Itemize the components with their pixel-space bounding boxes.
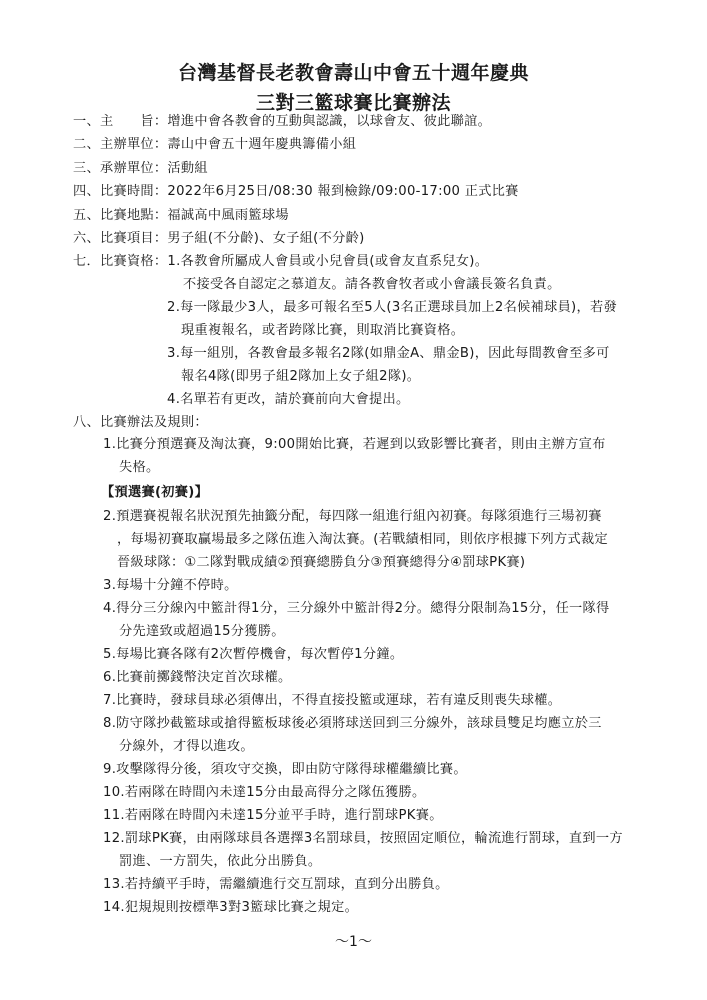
rule-line: 1.比賽分預選賽及淘汰賽，9:00開始比賽，若遲到以致影響比賽者，則由主辦方宣布 <box>103 437 606 452</box>
rule-line: 4.得分三分線內中籃計得1分，三分線外中籃計得2分。總得分限制為15分，任一隊得 <box>103 601 610 616</box>
rule-line: 失格。 <box>119 460 160 475</box>
item-organizer <box>73 136 356 154</box>
eligibility-line: 3.每一組別，各教會最多報名2隊(如鼎金A、鼎金B)，因此每間教會至多可 <box>167 346 610 361</box>
rule-line: ，每場初賽取贏場最多之隊伍進入淘汰賽。(若戰績相同，則依序根據下列方式裁定 <box>117 532 608 547</box>
item-text: 活動組 <box>167 161 208 176</box>
rule-line: 9.攻擊隊得分後，須攻守交換，即由防守隊得球權繼續比賽。 <box>103 762 467 777</box>
document-subtitle: 三對三籃球賽比賽辦法 <box>255 92 451 114</box>
item-text: 福誠高中風雨籃球場 <box>167 208 289 223</box>
item-label: 六、比賽項目： <box>73 231 168 246</box>
item-executor <box>73 160 208 178</box>
rule-line: 5.每場比賽各隊有2次暫停機會，每次暫停1分鐘。 <box>103 647 404 662</box>
eligibility-line: 不接受各自認定之慕道友。請各教會牧者或小會議長簽名負責。 <box>183 277 561 292</box>
eligibility-line <box>73 253 488 271</box>
rule-line: 14.犯規規則按標準3對3籃球比賽之規定。 <box>103 900 359 915</box>
rule-line: 11.若兩隊在時間內未達15分並平手時，進行罰球PK賽。 <box>103 808 443 823</box>
item-time <box>73 183 519 201</box>
eligibility-line: 報名4隊(即男子組2隊加上女子組2隊)。 <box>181 369 421 384</box>
item-text: 增進中會各教會的互動與認識，以球會友、彼此聯誼。 <box>167 114 492 129</box>
rule-line: 10.若兩隊在時間內未達15分由最高得分之隊伍獲勝。 <box>103 785 426 800</box>
rule-line: 3.每場十分鐘不停時。 <box>103 578 238 593</box>
rule-line: 2.預選賽視報名狀況預先抽籤分配，每四隊一組進行組內初賽。每隊須進行三場初賽 <box>103 509 602 524</box>
rule-line: 分線外，才得以進攻。 <box>119 739 254 754</box>
rule-line: 分先達致或超過15分獲勝。 <box>119 624 285 639</box>
rule-line: 8.防守隊抄截籃球或搶得籃板球後必須將球送回到三分線外，該球員雙足均應立於三 <box>103 716 602 731</box>
eligibility-text: 1.各教會所屬成人會員或小兒會員(或會友直系兒女)。 <box>167 254 489 269</box>
item-text: 2022年6月25日/08:30 報到檢錄/09:00-17:00 正式比賽 <box>167 184 519 199</box>
eligibility-line: 2.每一隊最少3人，最多可報名至5人(3名正選球員加上2名候補球員)，若發 <box>167 300 617 315</box>
rule-line: 6.比賽前擲錢幣決定首次球權。 <box>103 670 292 685</box>
item-venue <box>73 207 289 225</box>
item-text: 男子組(不分齡)、女子組(不分齡) <box>167 231 365 246</box>
item-label: 二、主辦單位： <box>73 137 168 152</box>
item-label: 一、主 旨： <box>73 114 168 129</box>
item-categories <box>73 230 365 248</box>
rule-line: 罰進、一方罰失，依此分出勝負。 <box>119 854 322 869</box>
item-label: 四、比賽時間： <box>73 184 168 199</box>
item-purpose <box>73 113 491 131</box>
preliminary-section-heading: 【預選賽(初賽)】 <box>101 485 209 500</box>
page-number: ～1～ <box>335 934 372 950</box>
item-text: 壽山中會五十週年慶典籌備小組 <box>167 137 357 152</box>
rule-line: 晉級球隊：①二隊對戰成績②預賽總勝負分③預賽總得分④罰球PK賽) <box>117 555 526 570</box>
rules-heading: 八、比賽辦法及規則： <box>73 415 208 430</box>
eligibility-line: 4.名單若有更改，請於賽前向大會提出。 <box>167 392 410 407</box>
document-title: 台灣基督長老教會壽山中會五十週年慶典 <box>177 62 529 84</box>
item-label: 三、承辦單位： <box>73 161 168 176</box>
item-label: 七．比賽資格： <box>73 254 168 269</box>
eligibility-line: 現重複報名，或者跨隊比賽，則取消比賽資格。 <box>181 323 465 338</box>
item-label: 五、比賽地點： <box>73 208 168 223</box>
rule-line: 7.比賽時，發球員球必須傳出，不得直接投籃或運球，若有違反則喪失球權。 <box>103 693 562 708</box>
rule-line: 12.罰球PK賽，由兩隊球員各選擇3名罰球員，按照固定順位，輪流進行罰球，直到一方 <box>103 831 623 846</box>
rule-line: 13.若持續平手時，需繼續進行交互罰球，直到分出勝負。 <box>103 877 449 892</box>
